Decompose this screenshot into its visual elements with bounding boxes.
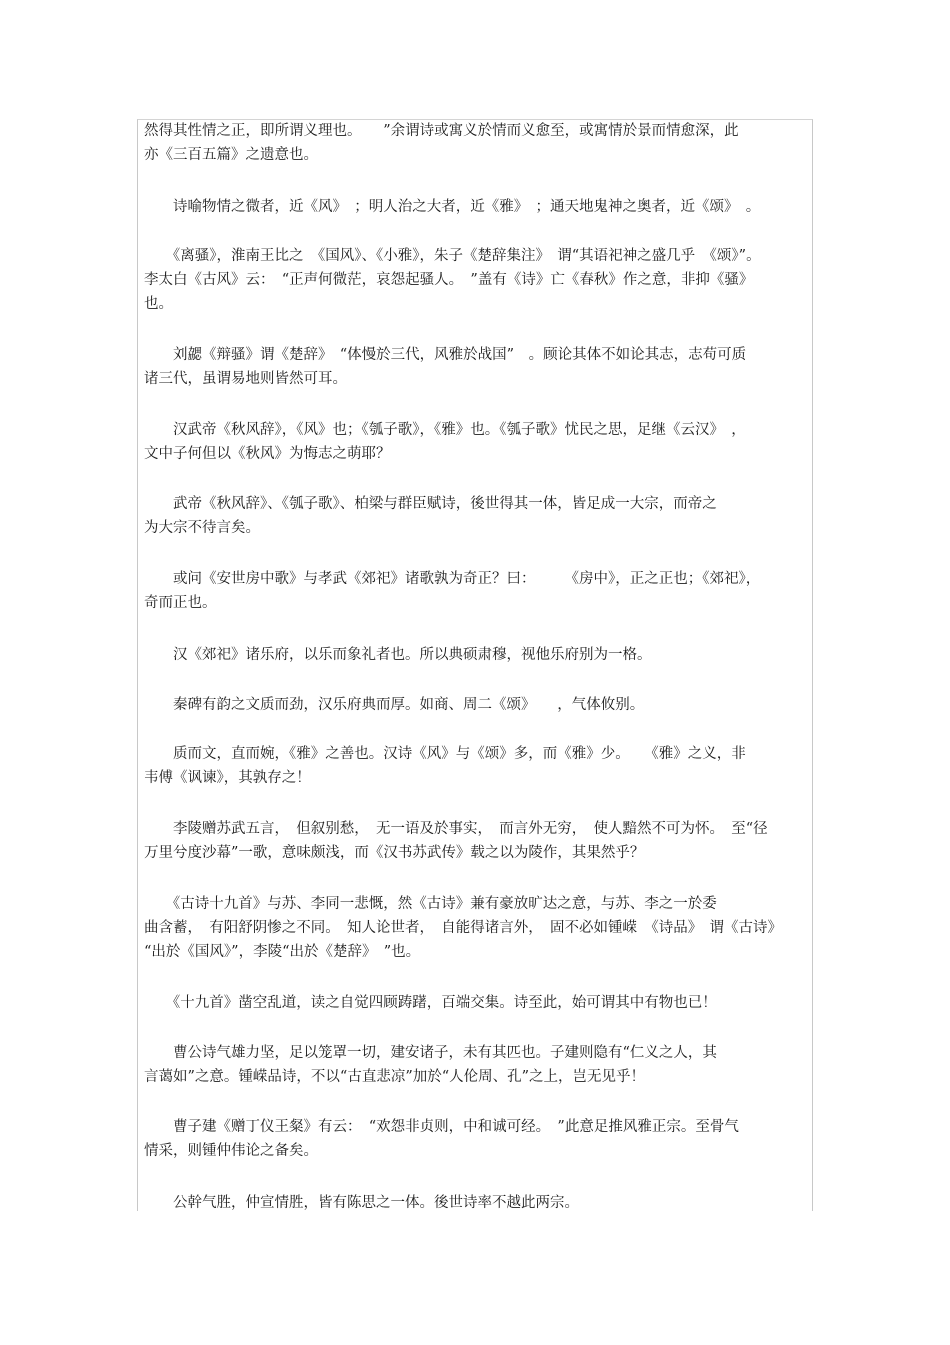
text-line: 为大宗不待言矣。 bbox=[144, 520, 260, 536]
text-line: 韦傅《讽谏》，其孰存之！ bbox=[144, 770, 311, 786]
text-line: 汉《郊祀》诸乐府，以乐而象礼者也。所以典硕肃穆，视他乐府别为一格。 bbox=[144, 647, 652, 663]
text-line: 诸三代，虽谓易地则皆然可耳。 bbox=[144, 371, 347, 387]
paragraph bbox=[144, 1115, 810, 1163]
text-line: 万里兮度沙幕”一歌，意味颇浅，而《汉书苏武传》载之以为陵作，其果然乎？ bbox=[144, 845, 645, 861]
paragraph bbox=[144, 195, 810, 219]
paragraph bbox=[144, 492, 810, 540]
text-line: 《离骚》，淮南王比之 《国风》、《小雅》，朱子《楚辞集注》 谓“其语祀神之盛几乎 《颂》”。 bbox=[144, 248, 761, 264]
text-line: 李太白《古风》云： “正声何微茫，哀怨起骚人。 ”盖有《诗》亡《春秋》作之意，非抑《骚》 bbox=[144, 272, 754, 288]
paragraph bbox=[144, 1191, 810, 1215]
text-line: 公幹气胜，仲宣情胜，皆有陈思之一体。後世诗率不越此两宗。 bbox=[144, 1195, 579, 1211]
text-line: “出於《国风》”，李陵“出於《楚辞》 ”也。 bbox=[144, 944, 421, 960]
text-line: 诗喻物情之微者，近《风》 ；明人治之大者，近《雅》 ；通天地鬼神之奥者，近《颂》 。 bbox=[144, 199, 761, 215]
text-line: 亦《三百五篇》之遗意也。 bbox=[144, 147, 318, 163]
paragraph bbox=[144, 567, 810, 615]
text-line: 刘勰《辩骚》谓《楚辞》 “体慢於三代，风雅於战国” 。顾论其体不如论其志，志苟可质 bbox=[144, 347, 747, 363]
paragraph bbox=[144, 892, 810, 964]
paragraph bbox=[144, 418, 810, 466]
text-line: 秦碑有韵之文质而劲，汉乐府典而厚。如商、周二《颂》 ，气体攸别。 bbox=[144, 697, 645, 713]
text-line: 质而文，直而婉，《雅》之善也。汉诗《风》与《颂》多，而《雅》少。 《雅》之义，非 bbox=[144, 746, 746, 762]
paragraph bbox=[144, 817, 810, 865]
paragraph bbox=[144, 244, 810, 316]
paragraph bbox=[144, 343, 810, 391]
text-line: 然得其性情之正，即所谓义理也。 ”余谓诗或寓义於情而义愈至，或寓情於景而情愈深，此 bbox=[144, 123, 739, 139]
text-line: 曹公诗气雄力坚，足以笼罩一切，建安诸子，未有其匹也。子建则隐有“仁义之人，其 bbox=[144, 1045, 717, 1061]
text-line: 汉武帝《秋风辞》，《风》也；《瓠子歌》，《雅》也。《瓠子歌》忧民之思，足继《云汉》 ， bbox=[144, 422, 746, 438]
paragraph bbox=[144, 742, 810, 790]
paragraph bbox=[144, 119, 810, 167]
text-line: 或问《安世房中歌》与孝武《郊祀》诸歌孰为奇正？曰： 《房中》，正之正也；《郊祀》， bbox=[144, 571, 761, 587]
paragraph bbox=[144, 693, 810, 717]
text-line: 曹子建《赠丁仪王粲》有云： “欢怨非贞则，中和诚可经。 ”此意足推风雅正宗。至骨气 bbox=[144, 1119, 739, 1135]
paragraph bbox=[144, 643, 810, 667]
text-line: 《古诗十九首》与苏、李同一悲慨，然《古诗》兼有豪放旷达之意，与苏、李之一於委 bbox=[144, 896, 717, 912]
paragraph bbox=[144, 991, 810, 1015]
text-line: 李陵赠苏武五言， 但叙别愁， 无一语及於事实， 而言外无穷， 使人黯然不可为怀。 至“径 bbox=[144, 821, 768, 837]
text-line: 武帝《秋风辞》、《瓠子歌》、柏梁与群臣赋诗，後世得其一体，皆足成一大宗，而帝之 bbox=[144, 496, 717, 512]
text-line: 《十九首》凿空乱道，读之自觉四顾踌躇，百端交集。诗至此，始可谓其中有物也已！ bbox=[144, 995, 717, 1011]
text-line: 文中子何但以《秋风》为悔志之萌耶？ bbox=[144, 446, 391, 462]
text-line: 情采，则锺仲伟论之备矣。 bbox=[144, 1143, 318, 1159]
text-line: 奇而正也。 bbox=[144, 595, 217, 611]
text-line: 言蔼如”之意。锺嵘品诗，不以“古直悲凉”加於“人伦周、孔”之上，岂无见乎！ bbox=[144, 1069, 646, 1085]
text-line: 也。 bbox=[144, 296, 173, 312]
text-line: 曲含蓄， 有阳舒阴惨之不同。 知人论世者， 自能得诸言外， 固不必如锺嵘 《诗品》 谓《古诗》 bbox=[144, 920, 782, 936]
paragraph bbox=[144, 1041, 810, 1089]
